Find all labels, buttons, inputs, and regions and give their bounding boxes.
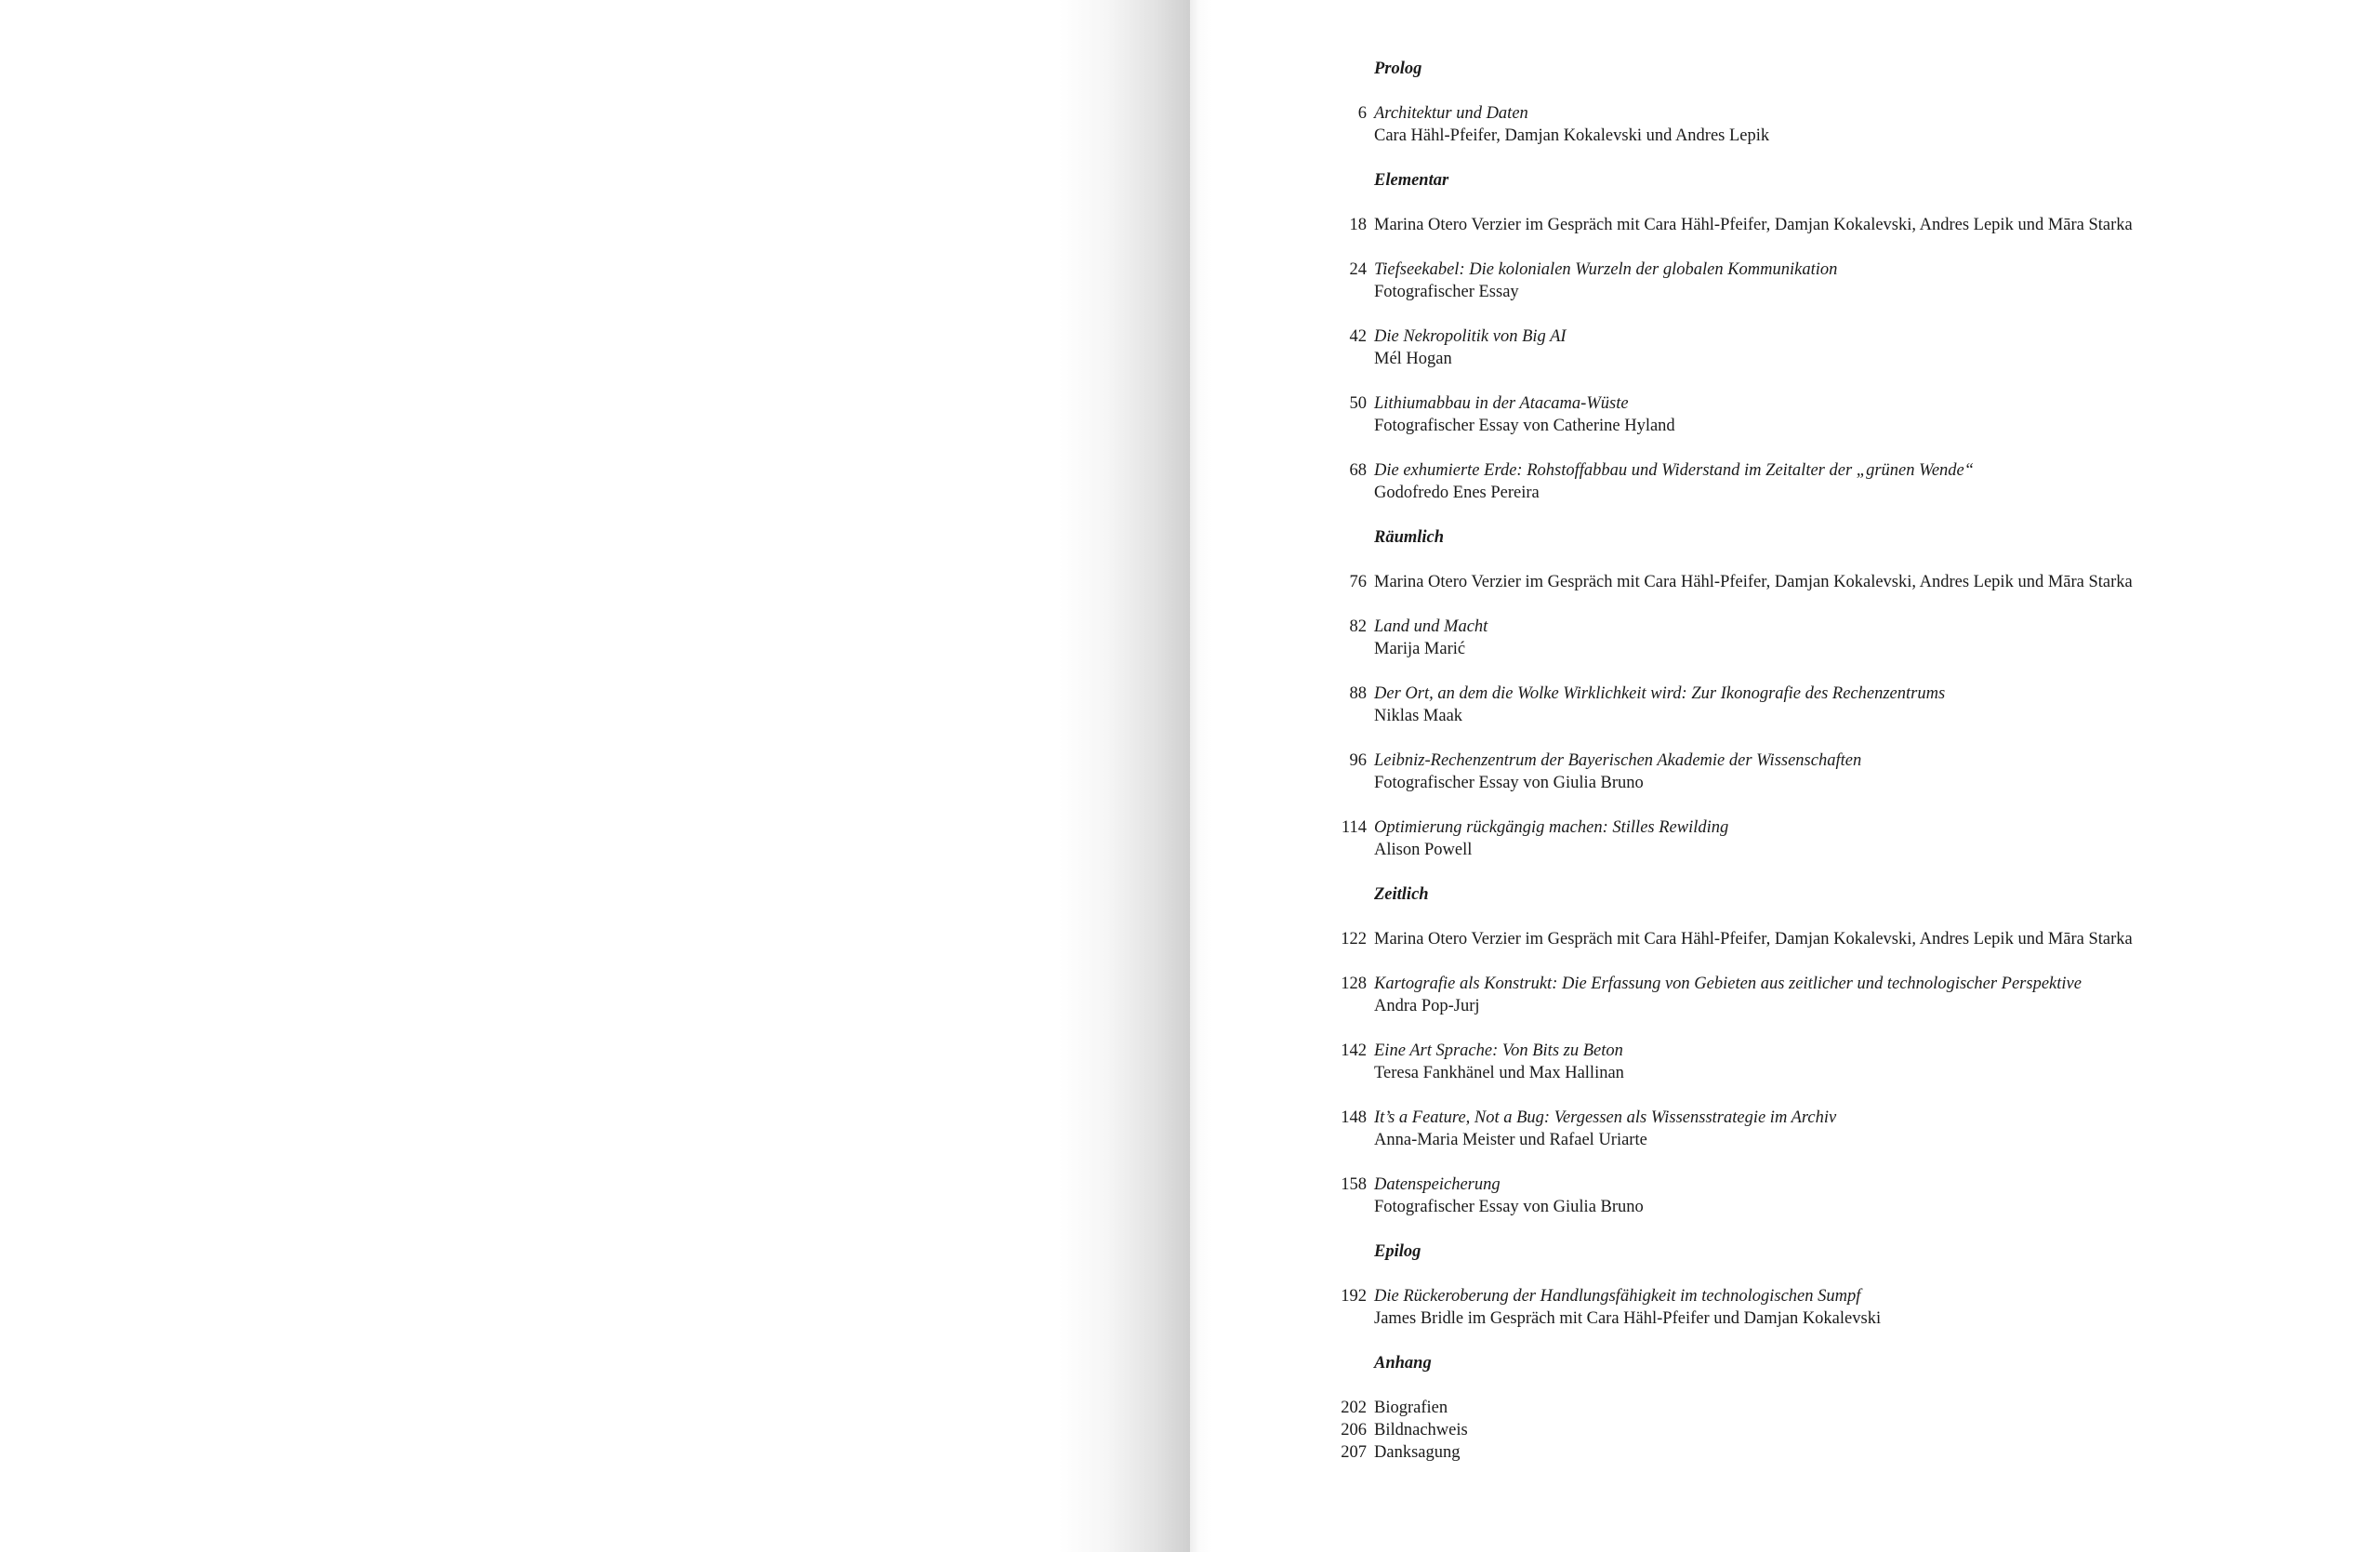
entry-author: Andra Pop-Jurj [1374,997,1480,1015]
toc-page-number: 206 [1341,1421,1367,1439]
section-heading: Epilog [1374,1242,1421,1261]
entry-author: Bildnachweis [1374,1421,1468,1439]
toc-page-number: 192 [1341,1287,1367,1306]
entry-title: Datenspeicherung [1374,1175,1501,1194]
entry-author: Marija Marić [1374,640,1466,658]
entry-author: Godofredo Enes Pereira [1374,484,1540,502]
toc-page-number: 50 [1349,394,1367,413]
entry-title: Der Ort, an dem die Wolke Wirklichkeit wird: Zur Ikonografie des Rechenzentrums [1374,684,1946,703]
entry-title: Die Rückeroberung der Handlungsfähigkeit im technologischen Sumpf [1374,1287,1861,1306]
toc-page-number: 76 [1349,573,1367,591]
toc-page-number: 148 [1341,1108,1367,1127]
toc-page-number: 158 [1341,1175,1367,1194]
toc-page-number: 18 [1349,216,1367,234]
entry-author: Teresa Fankhänel und Max Hallinan [1374,1064,1624,1082]
toc-page-number: 96 [1349,751,1367,770]
right-page [1190,0,2380,1552]
entry-author: Anna-Maria Meister und Rafael Uriarte [1374,1131,1647,1149]
entry-title: Tiefseekabel: Die kolonialen Wurzeln der globalen Kommunikation [1374,260,1838,279]
section-heading: Anhang [1374,1354,1432,1373]
toc-page-number: 88 [1349,684,1367,703]
toc-page-number: 142 [1341,1041,1367,1060]
entry-author: Fotografischer Essay von Giulia Bruno [1374,774,1644,792]
toc-page-number: 24 [1349,260,1367,279]
entry-author: Fotografischer Essay von Catherine Hyland [1374,417,1675,435]
section-heading: Elementar [1374,171,1449,190]
entry-author: Biografien [1374,1399,1448,1417]
entry-author: Marina Otero Verzier im Gespräch mit Cara Hähl-Pfeifer, Damjan Kokalevski, Andres Lepik und Māra Starka [1374,573,2133,591]
entry-title: Land und Macht [1374,617,1488,636]
toc-page-number: 6 [1357,104,1367,123]
toc-page-number: 202 [1341,1399,1367,1417]
entry-author: Fotografischer Essay von Giulia Bruno [1374,1198,1644,1216]
toc-page-number: 68 [1349,461,1367,480]
entry-title: Optimierung rückgängig machen: Stilles Rewilding [1374,818,1729,837]
table-of-contents [1190,0,2380,1552]
entry-title: Die exhumierte Erde: Rohstoffabbau und Widerstand im Zeitalter der „grünen Wende“ [1374,461,1975,480]
toc-page-number: 114 [1341,818,1367,837]
toc-page-number: 42 [1349,327,1367,346]
entry-author: Danksagung [1374,1443,1461,1462]
entry-author: Marina Otero Verzier im Gespräch mit Cara Hähl-Pfeifer, Damjan Kokalevski, Andres Lepik und Māra Starka [1374,930,2133,948]
entry-title: Architektur und Daten [1374,104,1528,123]
entry-author: James Bridle im Gespräch mit Cara Hähl-Pfeifer und Damjan Kokalevski [1374,1309,1882,1328]
entry-author: Alison Powell [1374,841,1473,859]
toc-page-number: 207 [1341,1443,1367,1462]
entry-author: Fotografischer Essay [1374,283,1519,301]
entry-title: Kartografie als Konstrukt: Die Erfassung von Gebieten aus zeitlicher und technologischer Perspektive [1374,975,2082,993]
entry-title: Lithiumabbau in der Atacama-Wüste [1374,394,1629,413]
entry-author: Niklas Maak [1374,707,1463,725]
toc-page-number: 82 [1349,617,1367,636]
entry-author: Mél Hogan [1374,350,1452,368]
entry-title: Eine Art Sprache: Von Bits zu Beton [1374,1041,1623,1060]
entry-title: Die Nekropolitik von Big AI [1374,327,1567,346]
entry-title: It’s a Feature, Not a Bug: Vergessen als Wissensstrategie im Archiv [1374,1108,1837,1127]
section-heading: Räumlich [1374,528,1445,547]
section-heading: Prolog [1374,60,1422,78]
entry-title: Leibniz-Rechenzentrum der Bayerischen Akademie der Wissenschaften [1374,751,1862,770]
toc-page-number: 128 [1341,975,1367,993]
section-heading: Zeitlich [1374,885,1429,904]
toc-page-number: 122 [1341,930,1367,948]
entry-author: Marina Otero Verzier im Gespräch mit Cara Hähl-Pfeifer, Damjan Kokalevski, Andres Lepik und Māra Starka [1374,216,2133,234]
entry-author: Cara Hähl-Pfeifer, Damjan Kokalevski und Andres Lepik [1374,126,1770,145]
